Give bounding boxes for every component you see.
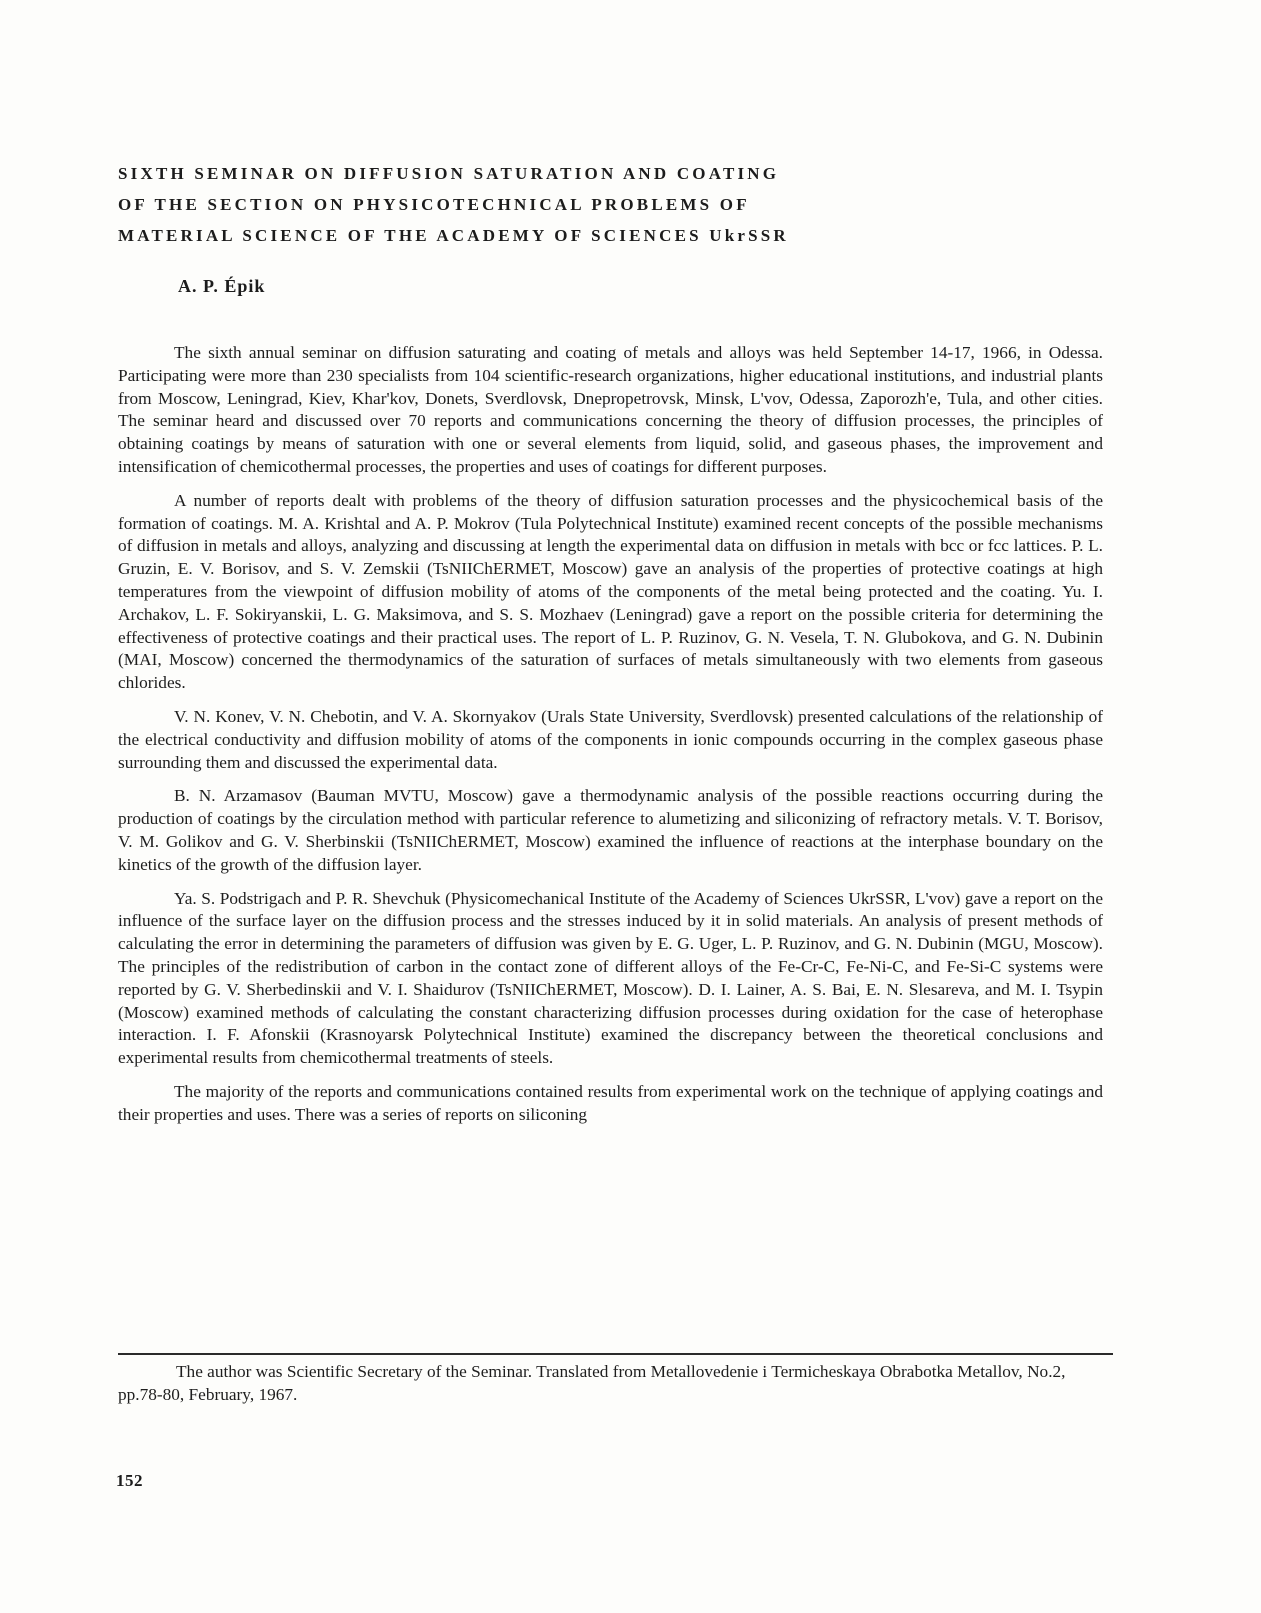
- page-number: 152: [116, 1471, 143, 1490]
- paragraph-4: B. N. Arzamasov (Bauman MVTU, Moscow) gave a thermodynamic analysis of the possible reactions occurring during the production of coatings by the circulation method with particular reference to alumetizing and siliconizing of refractory metals. V. T. Borisov, V. M. Golikov and G. V. Sherbinskii (TsNIIChERMET, Moscow) examined the influence of reactions at the interphase boundary on the kinetics of the growth of the diffusion layer.: [118, 786, 1103, 874]
- article-title: [118, 158, 938, 251]
- author-name: A. P. Épik: [178, 276, 266, 296]
- footnote: The author was Scientific Secretary of the Seminar. Translated from Metallovedenie i Termicheskaya Obrabotka Metallov, No.2, pp.78-80, February, 1967.: [118, 1362, 1066, 1404]
- title-line-1: SIXTH SEMINAR ON DIFFUSION SATURATION AND COATING: [118, 164, 780, 183]
- paragraph-2: A number of reports dealt with problems of the theory of diffusion saturation processes and the physicochemical basis of the formation of coatings. M. A. Krishtal and A. P. Mokrov (Tula Polytechnical Institute) examined recent concepts of the possible mechanisms of diffusion in metals and alloys, analyzing and discussing at length the experimental data on diffusion in metals with bcc or fcc lattices. P. L. Gruzin, E. V. Borisov, and S. V. Zemskii (TsNIIChERMET, Moscow) gave an analysis of the properties of protective coatings at high temperatures from the viewpoint of diffusion mobility of atoms of the components of the metal being protected and the coating. Yu. I. Archakov, L. F. Sokiryanskii, L. G. Maksimova, and S. S. Mozhaev (Leningrad) gave a report on the possible criteria for determining the effectiveness of protective coatings and their practical uses. The report of L. P. Ruzinov, G. N. Vesela, T. N. Glubokova, and G. N. Dubinin (MAI, Moscow) concerned the thermodynamics of the saturation of surfaces of metals simultaneously with two elements from gaseous chlorides.: [118, 490, 1103, 693]
- paragraph-6: The majority of the reports and communications contained results from experimental work on the technique of applying coatings and their properties and uses. There was a series of reports on siliconing: [118, 1081, 1103, 1124]
- article-body: [118, 342, 1103, 1138]
- paragraph-5: Ya. S. Podstrigach and P. R. Shevchuk (Physicomechanical Institute of the Academy of Sciences UkrSSR, L'vov) gave a report on the influence of the surface layer on the diffusion process and the stresses induced by it in solid materials. An analysis of present methods of calculating the error in determining the parameters of diffusion was given by E. G. Uger, L. P. Ruzinov, and G. N. Dubinin (MGU, Moscow). The principles of the redistribution of carbon in the contact zone of different alloys of the Fe-Cr-C, Fe-Ni-C, and Fe-Si-C systems were reported by G. V. Sherbedinskii and V. I. Shaidurov (TsNIIChERMET, Moscow). D. I. Lainer, A. S. Bai, E. N. Slesareva, and M. I. Tsypin (Moscow) examined methods of calculating the constant characterizing diffusion processes during oxidation for the case of heterophase interaction. I. F. Afonskii (Krasnoyarsk Polytechnical Institute) examined the discrepancy between the theoretical conclusions and experimental results from chemicothermal treatments of steels.: [118, 888, 1103, 1068]
- footnote-divider: [118, 1353, 1113, 1355]
- paragraph-3: V. N. Konev, V. N. Chebotin, and V. A. Skornyakov (Urals State University, Sverdlovsk) presented calculations of the relationship of the electrical conductivity and diffusion mobility of atoms of the components in ionic compounds occurring in the complex gaseous phase surrounding them and discussed the experimental data.: [118, 706, 1103, 772]
- paragraph-1: The sixth annual seminar on diffusion saturating and coating of metals and alloys was held September 14-17, 1966, in Odessa. Participating were more than 230 specialists from 104 scientific-research organizations, higher educational institutions, and industrial plants from Moscow, Leningrad, Kiev, Khar'kov, Donets, Sverdlovsk, Dnepropetrovsk, Minsk, L'vov, Odessa, Zaporozh'e, Tula, and other cities. The seminar heard and discussed over 70 reports and communications concerning the theory of diffusion processes, the principles of obtaining coatings by means of saturation with one or several elements from liquid, solid, and gaseous phases, the improvement and intensification of chemicothermal processes, the properties and uses of coatings for different purposes.: [118, 343, 1103, 476]
- title-line-3: MATERIAL SCIENCE OF THE ACADEMY OF SCIENCES UkrSSR: [118, 226, 789, 245]
- title-line-2: OF THE SECTION ON PHYSICOTECHNICAL PROBLEMS OF: [118, 195, 750, 214]
